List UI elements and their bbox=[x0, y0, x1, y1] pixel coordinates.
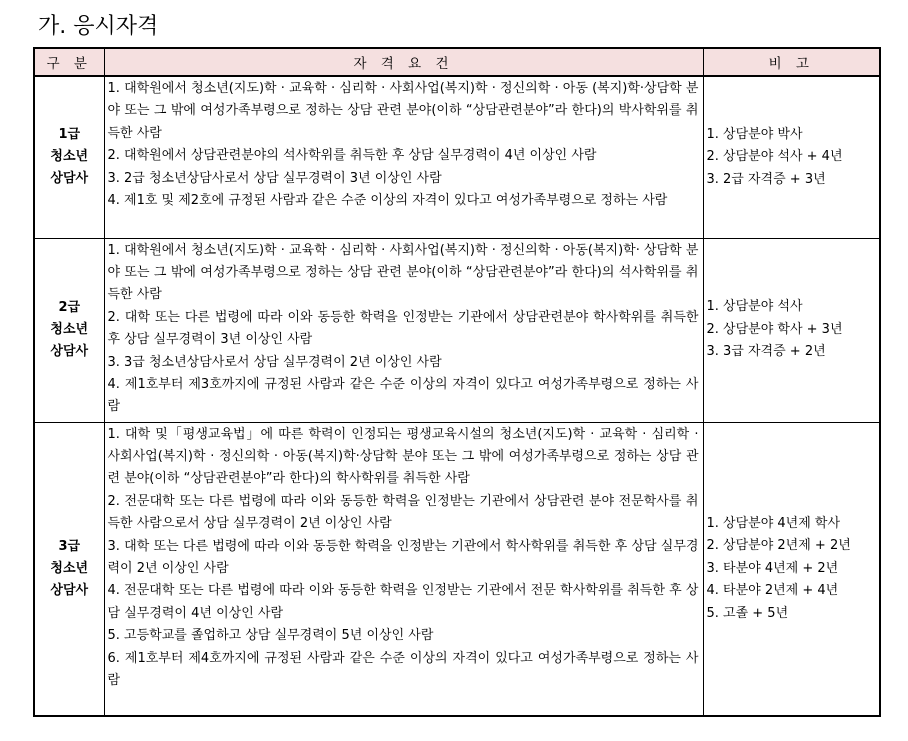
note-item: 2. 상담분야 2년제 + 2년 bbox=[706, 538, 851, 553]
requirement-item: 4. 제1호 및 제2호에 규정된 사람과 같은 수준 이상의 자격이 있다고 여성가족부령으로 정하는 사람 bbox=[107, 193, 668, 209]
note-item: 5. 고졸 + 5년 bbox=[706, 605, 789, 621]
note-item: 4. 타분야 2년제 + 4년 bbox=[706, 583, 839, 598]
requirements-cell bbox=[104, 422, 703, 716]
requirement-item: 1. 대학원에서 청소년(지도)학 · 교육학 · 심리학 · 사회사업(복지)학 · 정신의학 · 아동(복지)학· 상담학 분야 또는 그 밖에 여성가족부령으로 정하는 상담 관련 분야(이하 “상담관련분야”라 한다)의 석사학위를 취득한 사람 bbox=[107, 242, 699, 303]
requirement-item: 2. 전문대학 또는 다른 법령에 따라 이와 동등한 학력을 인정받는 기관에서 상담관련 분야 전문학사를 취득한 사람으로서 상담 실무경력이 2년 이상인 사람 bbox=[107, 493, 699, 532]
grade-label: 상담사 bbox=[50, 582, 89, 598]
note-item: 1. 상담분야 석사 bbox=[706, 299, 803, 315]
grade-level: 1급 bbox=[58, 127, 81, 143]
table-row bbox=[34, 238, 880, 422]
notes-cell bbox=[703, 238, 880, 422]
grade-cell bbox=[34, 238, 104, 422]
note-item: 3. 2급 자격증 + 3년 bbox=[706, 171, 826, 187]
qualification-table bbox=[33, 47, 881, 717]
note-item: 2. 상담분야 석사 + 4년 bbox=[706, 149, 843, 164]
requirement-item: 1. 대학 및「평생교육법」에 따른 학력이 인정되는 평생교육시설의 청소년(지도)학 · 교육학 · 심리학 · 사회사업(복지)학 · 정신의학 · 아동(복지)학·상담학 분야 또는 그 밖에 여성가족부령으로 정하는 상담 관련 분야(이하 “상담관련분야”라 한다)의 학사학위를 취득한 사람 bbox=[107, 426, 699, 487]
grade-label: 청소년 bbox=[50, 322, 89, 337]
grade-label: 상담사 bbox=[50, 344, 89, 359]
requirement-item: 5. 고등학교를 졸업하고 상담 실무경력이 5년 이상인 사람 bbox=[107, 628, 434, 644]
requirement-item: 6. 제1호부터 제4호까지에 규정된 사람과 같은 수준 이상의 자격이 있다고 여성가족부령으로 정하는 사람 bbox=[107, 650, 699, 688]
requirement-item: 4. 전문대학 또는 다른 법령에 따라 이와 동등한 학력을 인정받는 기관에서 전문 학사학위를 취득한 후 상담 실무경력이 4년 이상인 사람 bbox=[107, 583, 699, 621]
requirements-cell bbox=[104, 238, 703, 422]
header-requirements: 자 격 요 건 bbox=[104, 48, 703, 76]
grade-level: 3급 bbox=[58, 538, 81, 554]
note-item: 1. 상담분야 박사 bbox=[706, 126, 803, 142]
requirement-item: 4. 제1호부터 제3호까지에 규정된 사람과 같은 수준 이상의 자격이 있다고 여성가족부령으로 정하는 사람 bbox=[107, 376, 699, 415]
requirement-item: 3. 2급 청소년상담사로서 상담 실무경력이 3년 이상인 사람 bbox=[107, 170, 442, 186]
grade-level: 2급 bbox=[58, 300, 81, 315]
grade-cell bbox=[34, 76, 104, 238]
note-item: 3. 3급 자격증 + 2년 bbox=[706, 344, 826, 360]
grade-label: 청소년 bbox=[50, 149, 89, 165]
table-row bbox=[34, 422, 880, 716]
requirement-item: 2. 대학원에서 상담관련분야의 석사학위를 취득한 후 상담 실무경력이 4년 이상인 사람 bbox=[107, 148, 597, 164]
note-item: 1. 상담분야 4년제 학사 bbox=[706, 515, 841, 531]
header-grade: 구 분 bbox=[34, 48, 104, 76]
section-title: 가. 응시자격 bbox=[38, 14, 159, 39]
notes-cell bbox=[703, 76, 880, 238]
notes-cell bbox=[703, 422, 880, 716]
header-notes: 비 고 bbox=[703, 48, 880, 76]
requirement-item: 1. 대학원에서 청소년(지도)학 · 교육학 · 심리학 · 사회사업(복지)학 · 정신의학 · 아동 (복지)학·상담학 분야 또는 그 밖에 여성가족부령으로 정하는 상담 관련 분야(이하 “상담관련분야”라 한다)의 박사학위를 취득한 사람 bbox=[107, 81, 699, 141]
table-header-row bbox=[34, 48, 880, 76]
requirement-item: 3. 대학 또는 다른 법령에 따라 이와 동등한 학력을 인정받는 기관에서 학사학위를 취득한 후 상담 실무경력이 2년 이상인 사람 bbox=[107, 538, 699, 576]
note-item: 3. 타분야 4년제 + 2년 bbox=[706, 560, 839, 576]
table-row bbox=[34, 76, 880, 238]
grade-cell bbox=[34, 422, 104, 716]
grade-label: 청소년 bbox=[50, 560, 89, 576]
note-item: 2. 상담분야 학사 + 3년 bbox=[706, 321, 843, 337]
grade-label: 상담사 bbox=[50, 171, 89, 187]
requirements-cell bbox=[104, 76, 703, 238]
requirement-item: 2. 대학 또는 다른 법령에 따라 이와 동등한 학력을 인정받는 기관에서 상담관련분야 학사학위를 취득한 후 상담 실무경력이 3년 이상인 사람 bbox=[107, 309, 699, 348]
requirement-item: 3. 3급 청소년상담사로서 상담 실무경력이 2년 이상인 사람 bbox=[107, 354, 442, 370]
